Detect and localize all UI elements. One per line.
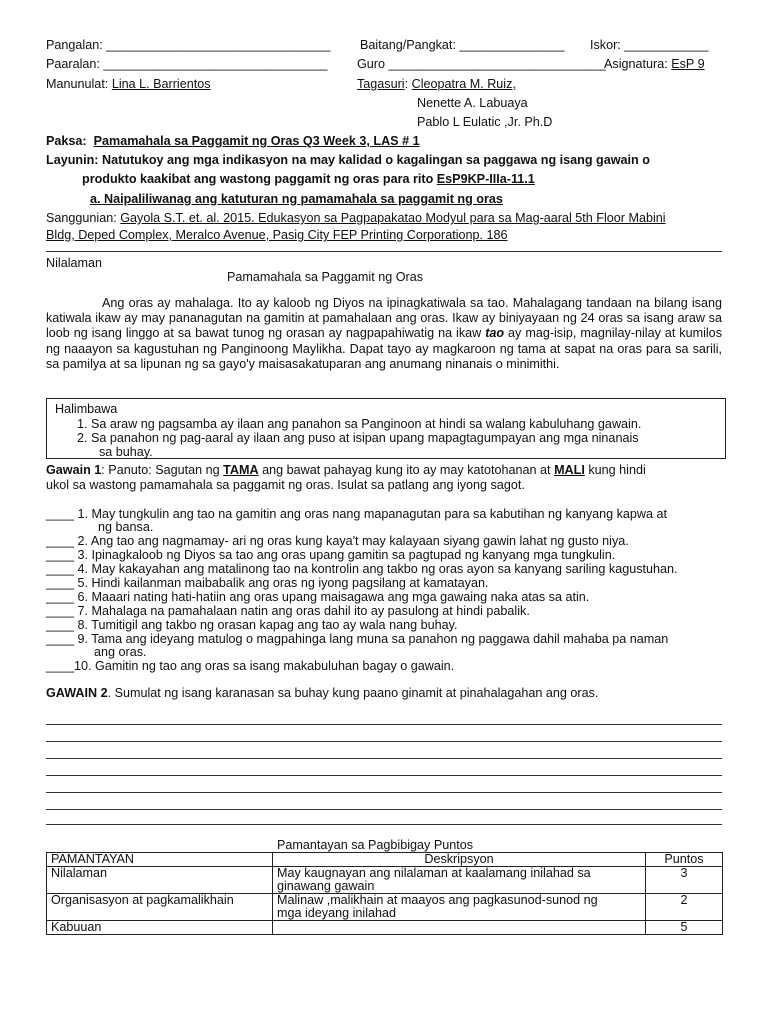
pangalan-field[interactable]: Pangalan: ________________________________ — [46, 38, 331, 52]
paragraph-part-a: Ang oras ay mahalaga. Ito ay kaloob ng Diyos na ipinagkatiwala sa tao. Mahalagang tandaan na bilang isang katiwala ikaw ay may pananagutan na gamitin at pamahalaan ang oras. Ikaw ay biniyayaan ng 24 oras sa isang araw sa loob ng isang linggo at sa bawat tunog ng orasan ay nagpapahiwatig na ikaw — [46, 296, 722, 341]
answer-line-4[interactable] — [46, 775, 722, 776]
divider-line — [46, 251, 722, 252]
paksa-label: Paksa: — [46, 134, 87, 148]
gawain1-item-6[interactable]: ____ 6. Maaari nating hati-hatiin ang oras upang maisagawa ang mga gawaing naka atas sa atin. — [46, 590, 590, 604]
gawain1-label: Gawain 1 — [46, 463, 102, 477]
row-desc-line-2: mga ideyang inilahad — [277, 906, 397, 920]
asignatura-field — [604, 57, 705, 71]
gawain1-item-4[interactable]: ____ 4. May kakayahan ang matalinong tao na kontrolin ang takbo ng oras ayon sa kanyang sariling kagustuhan. — [46, 562, 678, 576]
gawain1-item-1-cont: ng bansa. — [98, 520, 154, 534]
sanggunian-line-2: Bldg, Deped Complex, Meralco Avenue, Pasig City FEP Printing Corporationp. 186 — [46, 228, 508, 242]
header-deskripsyon: Deskripsyon — [273, 853, 646, 867]
row-desc-line-2: ginawang gawain — [277, 879, 375, 893]
gawain1-instructions — [46, 463, 646, 477]
row-desc-line-1: May kaugnayan ang nilalaman at kaalamang inilahad sa — [277, 866, 591, 880]
gawain2-text: . Sumulat ng isang karanasan sa buhay kung paano ginamit at pinahalagahan ang oras. — [107, 686, 599, 700]
halimbawa-item-2-cont: sa buhay. — [99, 445, 153, 459]
header-pamantayan: PAMANTAYAN — [47, 853, 273, 867]
tagasuri-row: Tagasuri: Cleopatra M. Ruiz, — [357, 77, 516, 91]
rubric-header-row — [47, 853, 723, 867]
halimbawa-box — [46, 398, 726, 459]
rubric-title: Pamantayan sa Pagbibigay Puntos — [277, 838, 474, 852]
answer-line-2[interactable] — [46, 741, 722, 742]
row-puntos: 5 — [646, 921, 723, 935]
gawain1-item-3[interactable]: ____ 3. Ipinagkaloob ng Diyos sa tao ang oras upang gamitin sa pagtupad ng kanyang mga tungkulin. — [46, 548, 616, 562]
row-deskripsyon — [273, 921, 646, 935]
answer-line-3[interactable] — [46, 758, 722, 759]
halimbawa-item-1: 1. Sa araw ng pagsamba ay ilaan ang panahon sa Panginoon at hindi sa walang kabuluhang gawain. — [77, 417, 642, 431]
gawain1-intro-a: : Panuto: Sagutan ng — [101, 463, 224, 477]
layunin-label: Layunin: — [46, 153, 99, 167]
layunin-line-1: Natutukoy ang mga indikasyon na may kalidad o kagalingan sa paggawa ng isang gawain o — [101, 153, 650, 167]
row-pamantayan: Kabuuan — [47, 921, 273, 935]
row-puntos: 2 — [646, 894, 723, 921]
paksa-row — [46, 134, 420, 148]
layunin-line-2: produkto kaakibat ang wastong paggamit ng oras para rito — [82, 172, 437, 186]
gawain2-instructions — [46, 686, 598, 700]
table-row — [47, 894, 723, 921]
paaralan-field[interactable]: Paaralan: ________________________________ — [46, 57, 328, 71]
manunulat-label: Manunulat: — [46, 77, 112, 91]
row-pamantayan: Organisasyon at pagkamalikhain — [47, 894, 273, 921]
table-row — [47, 921, 723, 935]
halimbawa-label: Halimbawa — [55, 402, 118, 416]
gawain1-item-9[interactable]: ____ 9. Tama ang ideyang matulog o magpahinga lang muna sa panahon ng paggawa dahil mahaba pa naman — [46, 632, 669, 646]
tagasuri-label: Tagasuri — [357, 77, 405, 91]
tagasuri-name-2: Nenette A. Labuaya — [417, 96, 528, 110]
manunulat-row — [46, 77, 211, 91]
gawain1-intro-c: kung hindi — [584, 463, 646, 477]
sanggunian-label: Sanggunian: — [46, 211, 121, 225]
layunin-code: EsP9KP-IIIa-11.1 — [436, 172, 535, 186]
gawain1-item-7[interactable]: ____ 7. Mahalaga na pamahalaan natin ang oras dahil ito ay pasulong at hindi pabalik. — [46, 604, 530, 618]
mali-keyword: MALI — [554, 463, 585, 477]
nilalaman-paragraph — [46, 296, 722, 372]
gawain1-item-5[interactable]: ____ 5. Hindi kailanman maibabalik ang oras ng iyong pagsilang at kamatayan. — [46, 576, 489, 590]
tagasuri-name-3: Pablo L Eulatic ,Jr. Ph.D — [417, 115, 553, 129]
header-puntos: Puntos — [646, 853, 723, 867]
rubric-table — [46, 852, 723, 935]
gawain1-instructions-line-2: ukol sa wastong pamamahala sa paggamit ng oras. Isulat sa patlang ang iyong sagot. — [46, 478, 525, 492]
iskor-field[interactable]: Iskor: ____________ — [590, 38, 709, 52]
layunin-row — [46, 153, 650, 167]
row-deskripsyon — [273, 894, 646, 921]
gawain1-item-10[interactable]: ____10. Gamitin ng tao ang oras sa isang makabuluhan bagay o gawain. — [46, 659, 455, 673]
tagasuri-name-1: Cleopatra M. Ruiz, — [411, 77, 516, 91]
sanggunian-line-1: Gayola S.T. et. al. 2015. Edukasyon sa Pagpapakatao Modyul para sa Mag-aaral 5th Floor Mabini — [120, 211, 666, 225]
paragraph-emphasis: tao — [485, 326, 505, 341]
gawain1-item-2[interactable]: ____ 2. Ang tao ang nagmamay- ari ng oras kung kaya't may kalayaan siyang gawin lahat ng gusto niya. — [46, 534, 629, 548]
tama-keyword: TAMA — [223, 463, 259, 477]
asignatura-label: Asignatura: — [604, 57, 672, 71]
sanggunian-row — [46, 211, 666, 225]
asignatura-value: EsP 9 — [671, 57, 705, 71]
row-deskripsyon — [273, 867, 646, 894]
row-desc-line-1: Malinaw ,malikhain at maayos ang pagkasunod-sunod ng — [277, 893, 598, 907]
gawain1-item-1[interactable]: ____ 1. May tungkulin ang tao na gamitin ang oras nang mapanagutan para sa kabutihan ng kanyang kapwa at — [46, 507, 668, 521]
paksa-value: Pamamahala sa Paggamit ng Oras Q3 Week 3, LAS # 1 — [93, 134, 420, 148]
gawain1-item-9-cont: ang oras. — [94, 645, 147, 659]
halimbawa-item-2: 2. Sa panahon ng pag-aaral ay ilaan ang puso at isipan upang mapagtagumpayan ang mga ninanais — [77, 431, 639, 445]
row-pamantayan: Nilalaman — [47, 867, 273, 894]
nilalaman-title: Pamamahala sa Paggamit ng Oras — [227, 270, 424, 284]
answer-line-5[interactable] — [46, 792, 722, 793]
answer-line-1[interactable] — [46, 724, 722, 725]
gawain1-intro-b: ang bawat pahayag kung ito ay may katotohanan at — [258, 463, 555, 477]
baitang-field[interactable]: Baitang/Pangkat: _______________ — [360, 38, 565, 52]
row-puntos: 3 — [646, 867, 723, 894]
gawain2-label: GAWAIN 2 — [46, 686, 108, 700]
table-row — [47, 867, 723, 894]
layunin-line-2-row — [82, 172, 535, 186]
answer-line-6[interactable] — [46, 809, 722, 810]
guro-field[interactable]: Guro _______________________________ — [357, 57, 606, 71]
gawain1-item-8[interactable]: ____ 8. Tumitigil ang takbo ng orasan kapag ang tao ay wala nang buhay. — [46, 618, 458, 632]
manunulat-value: Lina L. Barrientos — [111, 77, 211, 91]
layunin-sub-objective: a. Naipaliliwanag ang katuturan ng pamamahala sa paggamit ng oras — [90, 192, 503, 206]
paragraph-part-b: ay mag-isip, magnilay-nilay at kumilos ng naaayon sa kagustuhan ng Panginoong Maylikha. Dapat tayo ay magkaroon ng tama at sapat na oras para sa sarili, sa pamilya at sa lipunan ng sa gayo'y maisasakatuparan ang anumang ninanais o minimithi. — [46, 326, 722, 371]
nilalaman-label: Nilalaman — [46, 256, 102, 270]
answer-line-7[interactable] — [46, 824, 722, 825]
